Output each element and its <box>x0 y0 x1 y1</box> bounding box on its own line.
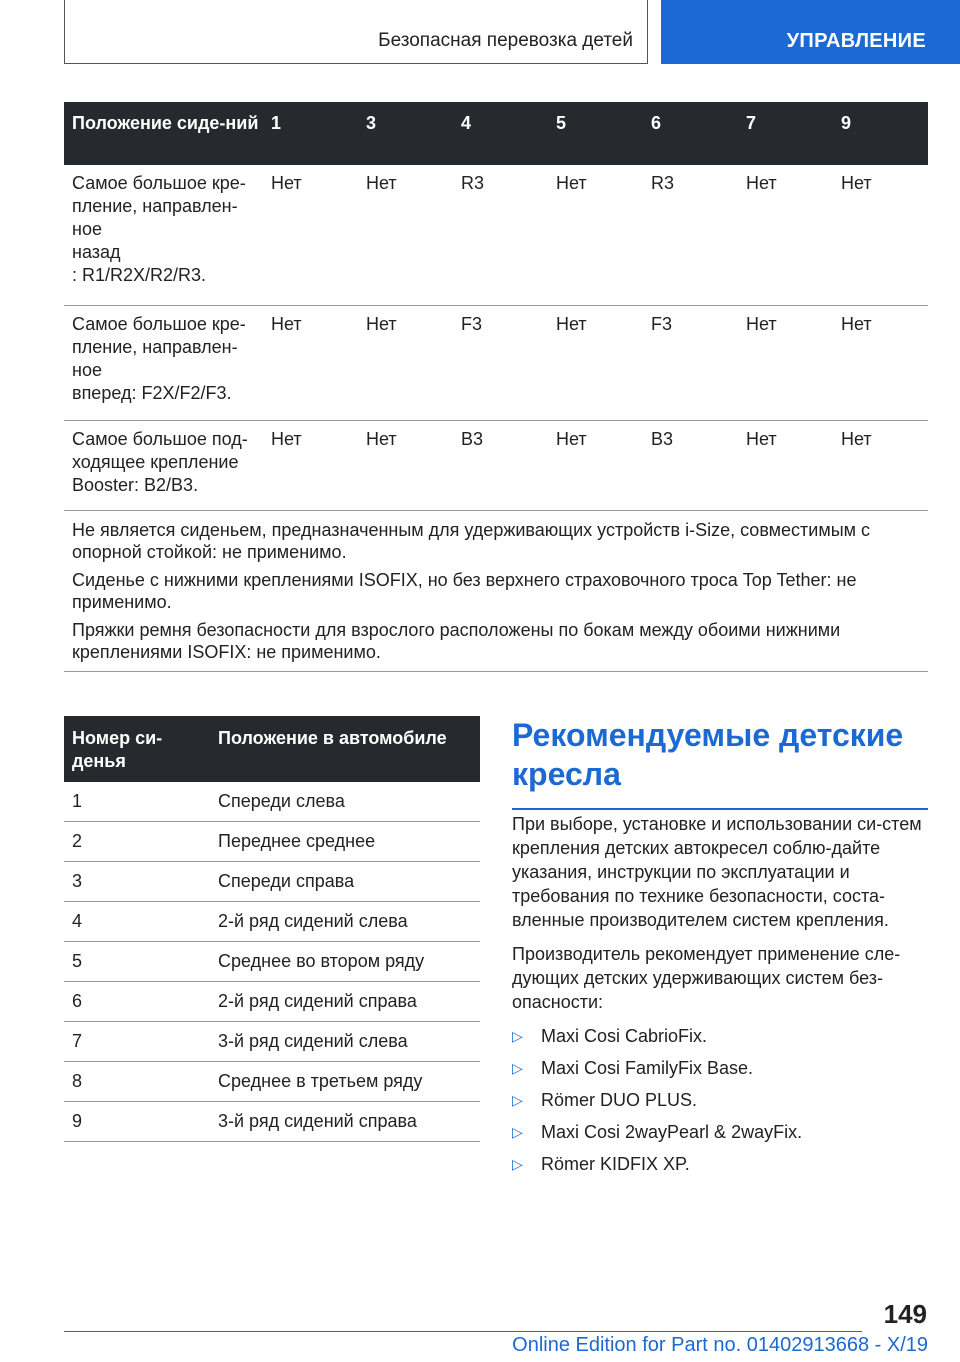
table-row <box>64 822 480 862</box>
column-header: Номер си-денья <box>64 716 210 782</box>
table-cell: Спереди справа <box>210 862 480 902</box>
header-chapter-title: УПРАВЛЕНИЕ <box>786 30 926 52</box>
triangle-right-icon: ▷ <box>512 1124 523 1140</box>
table-cell: 6 <box>64 982 210 1022</box>
table-cell: Переднее среднее <box>210 822 480 862</box>
table-cell: 4 <box>64 902 210 942</box>
table-cell: Среднее в третьем ряду <box>210 1062 480 1102</box>
column-header: 4 <box>453 102 548 165</box>
table-cell: Нет <box>263 420 358 510</box>
column-header: Положение сиде-ний <box>64 102 263 165</box>
header-section-box <box>64 0 648 64</box>
header-chapter-tab <box>661 0 960 64</box>
table-row <box>64 1102 480 1142</box>
table-notes-row <box>64 510 928 671</box>
table-cell: 3-й ряд сидений слева <box>210 1022 480 1062</box>
table-row <box>64 420 928 510</box>
table-note: Сиденье с нижними креплениями ISOFIX, но без верхнего страховочного троса Top Tether: не применимо. <box>72 569 857 612</box>
table-cell: Нет <box>738 420 833 510</box>
table-cell: F3 <box>453 305 548 420</box>
table-header-row <box>64 716 480 782</box>
table-row <box>64 862 480 902</box>
table-cell: Спереди слева <box>210 782 480 822</box>
list-item <box>512 1088 930 1112</box>
table-note: Не является сиденьем, предназначенным для удерживающих устройств i-Size, совместимым с опорной стойкой: не применимо. <box>72 519 871 562</box>
list-item-label: Maxi Cosi CabrioFix. <box>541 1026 708 1046</box>
seat-compatibility-table <box>64 102 928 672</box>
list-item <box>512 1024 930 1048</box>
table-cell: Нет <box>738 165 833 305</box>
table-cell: Нет <box>358 420 453 510</box>
table-row <box>64 1022 480 1062</box>
table-header-row <box>64 102 928 165</box>
list-item-label: Römer DUO PLUS. <box>541 1090 698 1110</box>
column-header: 1 <box>263 102 358 165</box>
page-number: 149 <box>883 1299 927 1329</box>
triangle-right-icon: ▷ <box>512 1060 523 1076</box>
table-cell: B3 <box>643 420 738 510</box>
table-row <box>64 982 480 1022</box>
column-header: 3 <box>358 102 453 165</box>
table-row <box>64 165 928 305</box>
table-cell: Нет <box>358 165 453 305</box>
table-row <box>64 1062 480 1102</box>
table-row <box>64 942 480 982</box>
table-notes <box>64 510 928 671</box>
table-cell: Нет <box>263 305 358 420</box>
table-cell: Нет <box>738 305 833 420</box>
table-cell: Нет <box>548 420 643 510</box>
table-note: Пряжки ремня безопасности для взрослого расположены по бокам между обоими нижними креплениями ISOFIX: не применимо. <box>72 619 841 662</box>
table-cell: Самое большое кре-пление, направлен-ное назад : R1/R2X/R2/R3. <box>64 165 263 305</box>
table-row <box>64 782 480 822</box>
table-row <box>64 902 480 942</box>
column-header: 7 <box>738 102 833 165</box>
table-cell: Самое большое под-ходящее крепление Booster: B2/B3. <box>64 420 263 510</box>
table-cell: 3 <box>64 862 210 902</box>
list-item <box>512 1152 930 1176</box>
table-cell: 7 <box>64 1022 210 1062</box>
table-cell: Нет <box>833 305 928 420</box>
table-cell: Нет <box>263 165 358 305</box>
table-cell: R3 <box>643 165 738 305</box>
table-cell: B3 <box>453 420 548 510</box>
table-cell: 1 <box>64 782 210 822</box>
table-cell: Нет <box>548 305 643 420</box>
table-cell: 8 <box>64 1062 210 1102</box>
table-cell: R3 <box>453 165 548 305</box>
list-item-label: Maxi Cosi FamilyFix Base. <box>541 1058 754 1078</box>
recommended-list <box>512 1024 930 1176</box>
section-heading: Рекомендуемые детские кресла <box>512 716 928 810</box>
table-cell: 2-й ряд сидений слева <box>210 902 480 942</box>
table-cell: 5 <box>64 942 210 982</box>
table-cell: Нет <box>358 305 453 420</box>
list-item <box>512 1120 930 1144</box>
intro-paragraph: При выборе, установке и использовании си-стем крепления детских автокресел соблю-дайте указания, инструкции по эксплуатации и требования по технике безопасности, соста-вленные производителем систем крепления. <box>512 814 922 930</box>
column-header: Положение в автомобиле <box>210 716 480 782</box>
table-cell: 3-й ряд сидений справа <box>210 1102 480 1142</box>
table-cell: 2 <box>64 822 210 862</box>
table-cell: 2-й ряд сидений справа <box>210 982 480 1022</box>
recommended-body <box>512 812 930 1184</box>
footer-divider <box>64 1331 862 1332</box>
lead-paragraph: Производитель рекомендует применение сле-дующих детских удерживающих систем без-опасности: <box>512 944 901 1012</box>
header-section-title: Безопасная перевозка детей <box>378 30 633 51</box>
triangle-right-icon: ▷ <box>512 1092 523 1108</box>
table-cell: F3 <box>643 305 738 420</box>
column-header: 5 <box>548 102 643 165</box>
table-cell: Среднее во втором ряду <box>210 942 480 982</box>
column-header: 6 <box>643 102 738 165</box>
column-header: 9 <box>833 102 928 165</box>
triangle-right-icon: ▷ <box>512 1156 523 1172</box>
table-cell: 9 <box>64 1102 210 1142</box>
table-cell: Нет <box>548 165 643 305</box>
list-item <box>512 1056 930 1080</box>
list-item-label: Römer KIDFIX XP. <box>541 1154 690 1174</box>
table-cell: Самое большое кре-пление, направлен-ное вперед: F2X/F2/F3. <box>64 305 263 420</box>
footer-edition: Online Edition for Part no. 01402913668 - X/19 <box>512 1334 928 1356</box>
table-cell: Нет <box>833 420 928 510</box>
seat-position-table <box>64 716 480 1142</box>
triangle-right-icon: ▷ <box>512 1028 523 1044</box>
list-item-label: Maxi Cosi 2wayPearl & 2wayFix. <box>541 1122 803 1142</box>
table-row <box>64 305 928 420</box>
table-cell: Нет <box>833 165 928 305</box>
